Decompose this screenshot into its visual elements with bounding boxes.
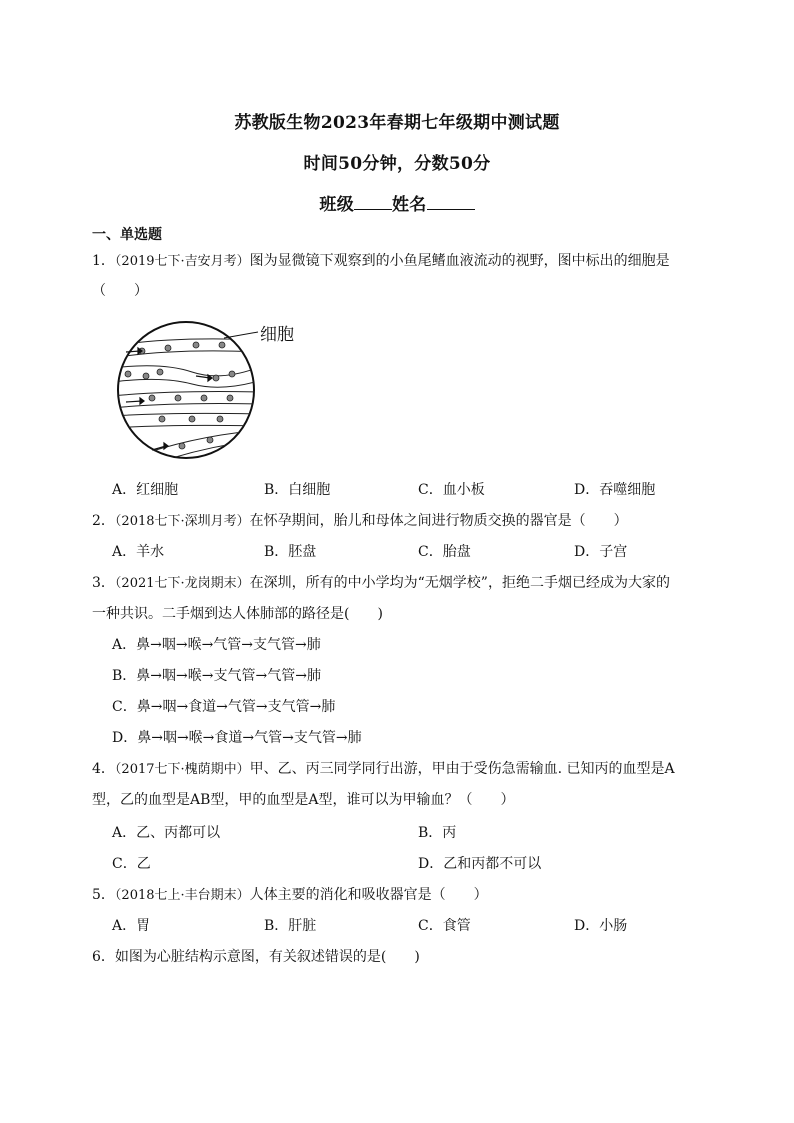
q5-option-c: C．食管 xyxy=(418,918,471,934)
question-text: 在怀孕期间，胎儿和母体之间进行物质交换的器官是（ ） xyxy=(249,513,628,529)
microscope-field-figure xyxy=(112,318,302,468)
label-pointer-line xyxy=(224,332,258,338)
name-blank xyxy=(427,193,475,210)
q4-option-d: D．乙和丙都不可以 xyxy=(418,856,542,872)
question-3-cont: 一种共识。二手烟到达人体肺部的路径是( ) xyxy=(92,606,383,622)
question-number: 5． xyxy=(92,887,115,903)
question-text: 在深圳，所有的中小学均为“无烟学校”，拒绝二手烟已经成为大家的 xyxy=(249,575,670,591)
q1-option-c: C．血小板 xyxy=(418,482,485,498)
question-number: 2． xyxy=(92,513,115,529)
q1-option-d: D．吞噬细胞 xyxy=(574,482,656,498)
exam-title: 苏教版生物2023年春期七年级期中测试题 xyxy=(234,113,560,133)
question-source: （2017七下·槐荫期中） xyxy=(114,762,250,777)
question-2 xyxy=(92,510,628,530)
question-1-cont: （ ） xyxy=(92,283,148,299)
figure-label-cell: 细胞 xyxy=(260,325,294,345)
question-number: 6． xyxy=(92,949,115,965)
q5-option-d: D．小肠 xyxy=(574,918,628,934)
question-source: （2019七下·吉安月考） xyxy=(114,254,250,269)
question-text: 人体主要的消化和吸收器官是（ ） xyxy=(249,887,488,903)
q2-option-a: A．羊水 xyxy=(112,544,165,560)
question-text: 图为显微镜下观察到的小鱼尾鳍血液流动的视野，图中标出的细胞是 xyxy=(249,253,670,269)
q5-option-a: A．胃 xyxy=(112,918,151,934)
question-number: 4． xyxy=(92,761,115,777)
student-info-line xyxy=(0,190,794,215)
question-6 xyxy=(92,946,420,966)
section-heading: 一、单选题 xyxy=(92,227,162,243)
name-label: 姓名 xyxy=(392,195,427,215)
question-number: 1． xyxy=(92,253,115,269)
q4-option-a: A．乙、丙都可以 xyxy=(112,825,221,841)
exam-subtitle: 时间50分钟，分数50分 xyxy=(303,154,491,174)
q3-option-c: C．鼻→咽→食道→气管→支气管→肺 xyxy=(112,699,336,715)
question-source: （2018七上·丰台期末） xyxy=(114,888,250,903)
question-3 xyxy=(92,572,670,592)
q1-option-b: B．白细胞 xyxy=(264,482,331,498)
q3-option-a: A．鼻→咽→喉→气管→支气管→肺 xyxy=(112,637,321,653)
question-source: （2021七下·龙岗期末） xyxy=(114,576,250,591)
question-4 xyxy=(92,758,675,778)
question-1 xyxy=(92,250,670,270)
q2-option-c: C．胎盘 xyxy=(418,544,471,560)
q2-option-d: D．子宫 xyxy=(574,544,628,560)
question-5 xyxy=(92,884,488,904)
q4-option-c: C．乙 xyxy=(112,856,151,872)
question-number: 3． xyxy=(92,575,115,591)
q2-option-b: B．胚盘 xyxy=(264,544,317,560)
q3-option-d: D．鼻→咽→喉→食道→气管→支气管→肺 xyxy=(112,730,362,746)
question-text: 如图为心脏结构示意图，有关叙述错误的是( ) xyxy=(114,949,420,965)
q4-option-b: B．丙 xyxy=(418,825,457,841)
q3-option-b: B．鼻→咽→喉→支气管→气管→肺 xyxy=(112,668,321,684)
question-4-cont: 型，乙的血型是AB型，甲的血型是A型，谁可以为甲输血？（ ） xyxy=(92,792,515,808)
class-blank xyxy=(354,193,392,210)
question-source: （2018七下·深圳月考） xyxy=(114,514,250,529)
class-label: 班级 xyxy=(319,195,354,215)
question-text: 甲、乙、丙三同学同行出游，甲由于受伤急需输血. 已知丙的血型是A xyxy=(249,761,675,777)
q5-option-b: B．肝脏 xyxy=(264,918,317,934)
q1-option-a: A．红细胞 xyxy=(112,482,179,498)
